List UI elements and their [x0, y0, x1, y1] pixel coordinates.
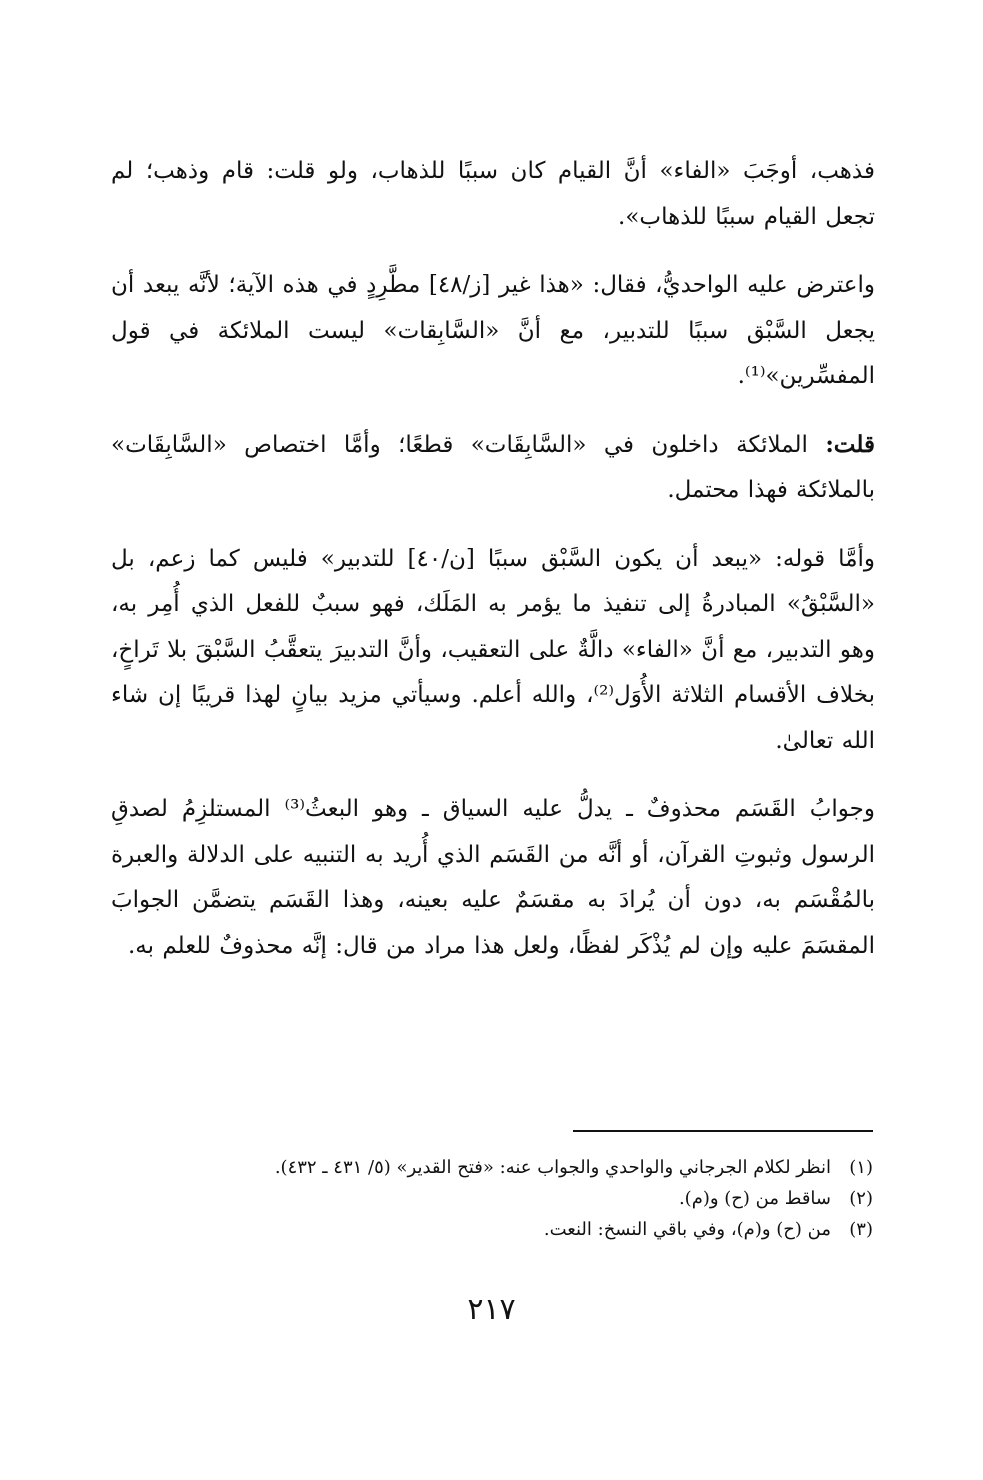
paragraph-text: وأمَّا قوله: «يبعد أن يكون السَّبْق سببًا [ن/٤٠] للتدبير» فليس كما زعم، بل «السَّبْقُ» المبادرةُ إلى تنفيذ ما يؤمر به المَلَك، فهو سببٌ للفعل الذي أُمِر به، وهو التدبير، مع أنَّ «الفاء» دالَّةٌ على التعقيب، وأنَّ التدبيرَ يتعقَّبُ السَّبْقَ بلا تَراخٍ، بخلاف الأقسام الثلاثة الأُوَل⁽²⁾، والله أعلم. وسيأتي مزيد بيانٍ لهذا قريبًا إن شاء الله تعالىٰ. — [111, 545, 876, 754]
footnote-text: ساقط من (ح) و(م). — [678, 1188, 831, 1209]
footnote-number: (٢) — [849, 1188, 873, 1209]
footnote-text: انظر لكلام الجرجاني والواحدي والجواب عنه: «فتح القدير» (٥/ ٤٣١ ـ ٤٣٢). — [274, 1157, 831, 1178]
paragraph-4 — [111, 536, 875, 765]
page-number: ٢١٧ — [467, 1292, 516, 1327]
paragraph-1 — [111, 148, 875, 240]
paragraph-text: وجوابُ القَسَم محذوفٌ ـ يدلُّ عليه السياق ـ وهو البعثُ⁽³⁾ المستلزِمُ لصدقِ الرسول وثبوتِ القرآن، أو أنَّه من القَسَم الذي أُريد به التنبيه على الدلالة والعبرة بالمُقْسَم به، دون أن يُرادَ به مقسَمٌ عليه بعينه، وهذا القَسَم يتضمَّن الجوابَ المقسَمَ عليه وإن لم يُذْكَر لفظًا، ولعل هذا مراد من قال: إنَّه محذوفٌ للعلم به. — [111, 796, 875, 959]
paragraph-2 — [111, 262, 875, 400]
footnote-item — [113, 1214, 873, 1245]
paragraph-lead: قلت: — [825, 430, 875, 458]
paragraph-5 — [111, 786, 875, 969]
footnote-item — [113, 1152, 873, 1183]
paragraph-3 — [111, 422, 875, 514]
main-text — [111, 148, 875, 991]
footnote-number: (٣) — [849, 1219, 873, 1240]
paragraph-text: فذهب، أوجَبَ «الفاء» أنَّ القيام كان سببًا للذهاب، ولو قلت: قام وذهب؛ لم تجعل القيام سببًا للذهاب». — [111, 158, 875, 230]
footnote-item — [113, 1183, 873, 1214]
footnote-divider — [573, 1130, 873, 1132]
paragraph-text: الملائكة داخلون في «السَّابِقَات» قطعًا؛ وأمَّا اختصاص «السَّابِقَات» بالملائكة فهذا محتمل. — [111, 431, 875, 503]
footnote-text: من (ح) و(م)، وفي باقي النسخ: النعت. — [543, 1219, 831, 1240]
footnote-number: (١) — [849, 1157, 873, 1178]
footnotes-list — [113, 1152, 873, 1245]
paragraph-text: واعترض عليه الواحديُّ، فقال: «هذا غير [ز/٤٨] مطَّرِدٍ في هذه الآية؛ لأنَّه يبعد أن يجعل السَّبْق سببًا للتدبير، مع أنَّ «السَّابِقات» ليست الملائكة في قول المفسِّرين»⁽¹⁾. — [111, 272, 875, 389]
